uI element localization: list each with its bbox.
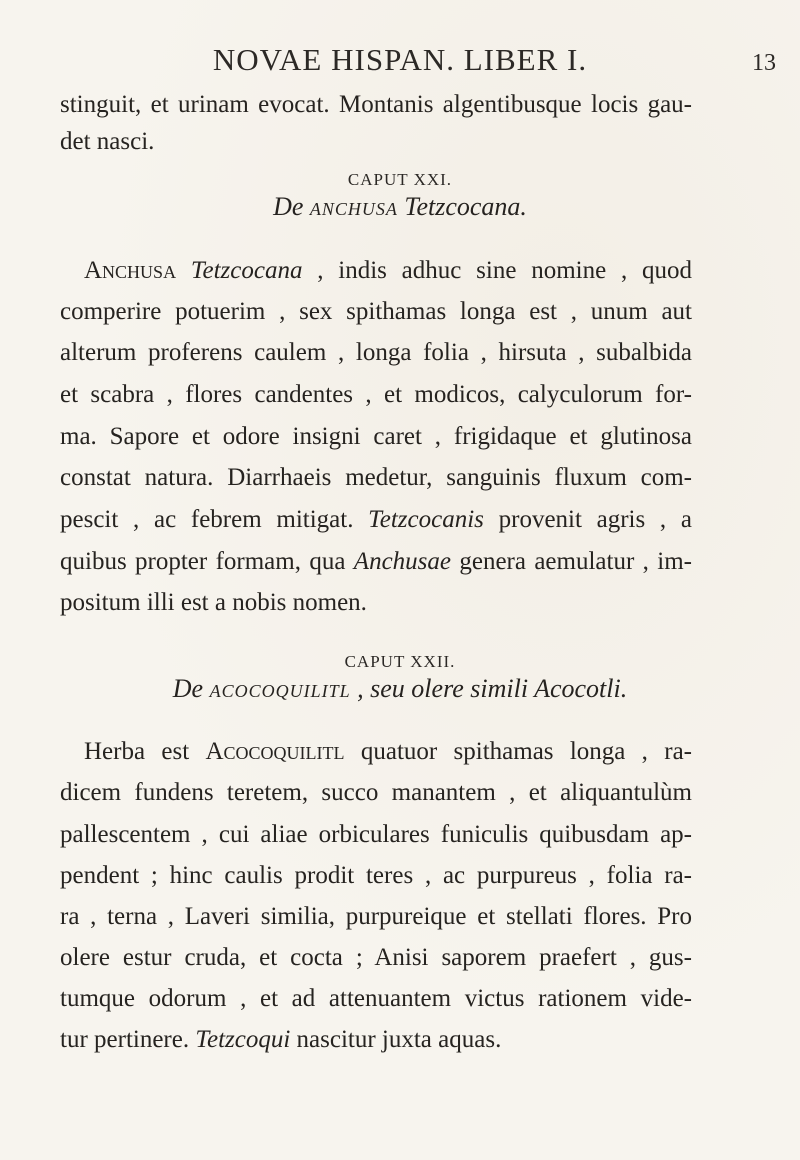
chapter-number: CAPUT XXII.	[344, 652, 456, 671]
text-line	[60, 1023, 692, 1057]
running-head: NOVAE HISPAN. LIBER I.	[212, 42, 588, 77]
text-line: pallescentem , cui aliae orbiculares funiculis quibusdam ap-	[60, 821, 692, 848]
text-line	[84, 735, 692, 769]
text-line: et scabra , flores candentes , et modicos, calyculorum for-	[60, 381, 692, 408]
plant-name: Acocoquilitl	[205, 738, 345, 765]
text-line	[84, 254, 692, 288]
text-fragment: quibus propter formam, qua	[60, 548, 354, 575]
heading-species: Tetzcocana.	[404, 192, 527, 221]
italic-term: Tetzcocanis	[368, 506, 484, 533]
text-fragment: genera aemulatur , im-	[451, 548, 692, 575]
text-line: dicem fundens teretem, succo manantem , et aliquantulùm	[60, 779, 692, 806]
chapter-number: CAPUT XXI.	[347, 170, 453, 189]
text-line: constat natura. Diarrhaeis medetur, sanguinis fluxum com-	[60, 464, 692, 491]
heading-plant-name: ACOCOQUILITL	[209, 681, 351, 701]
text-line: olere estur cruda, et cocta ; Anisi saporem praefert , gus-	[60, 944, 692, 971]
text-fragment: quatuor spithamas longa , ra-	[344, 738, 692, 765]
chapter-heading	[0, 192, 800, 222]
heading-plant-name: ANCHUSA	[309, 199, 398, 219]
chapter-heading	[0, 674, 800, 704]
text-line	[60, 545, 692, 579]
text-line: pendent ; hinc caulis prodit teres , ac purpureus , folia ra-	[60, 862, 692, 889]
space	[176, 257, 191, 284]
text-line: comperire potuerim , sex spithamas longa est , unum aut	[60, 298, 692, 325]
text-line	[60, 503, 692, 537]
species-name: Tetzcocana	[190, 257, 303, 284]
text-fragment: nascitur juxta aquas.	[290, 1026, 502, 1053]
text-fragment: , indis adhuc sine nomine , quod	[302, 257, 693, 284]
text-line: ra , terna , Laveri similia, purpureique et stellati flores. Pro	[60, 903, 692, 930]
text-fragment: Herba est	[84, 738, 206, 765]
plant-name: Anchusa	[84, 257, 177, 284]
text-fragment: pescit , ac febrem mitigat.	[60, 506, 369, 533]
text-fragment: tur pertinere.	[60, 1026, 196, 1053]
text-line: det nasci.	[60, 128, 155, 155]
heading-de: De	[273, 192, 304, 221]
italic-term: Tetzcoqui	[195, 1026, 291, 1053]
text-line: stinguit, et urinam evocat. Montanis algentibusque locis gau-	[60, 91, 692, 118]
heading-de: De	[172, 674, 204, 703]
text-fragment: provenit agris , a	[483, 506, 692, 533]
heading-rest: , seu olere simili Acocotli.	[350, 674, 628, 703]
text-line: tumque odorum , et ad attenuantem victus rationem vide-	[60, 985, 692, 1012]
text-line: alterum proferens caulem , longa folia , hirsuta , subalbida	[60, 339, 692, 366]
italic-term: Anchusae	[353, 548, 451, 575]
text-line: ma. Sapore et odore insigni caret , frigidaque et glutinosa	[60, 423, 692, 450]
page-number: 13	[752, 50, 776, 76]
text-line: positum illi est a nobis nomen.	[60, 589, 367, 616]
